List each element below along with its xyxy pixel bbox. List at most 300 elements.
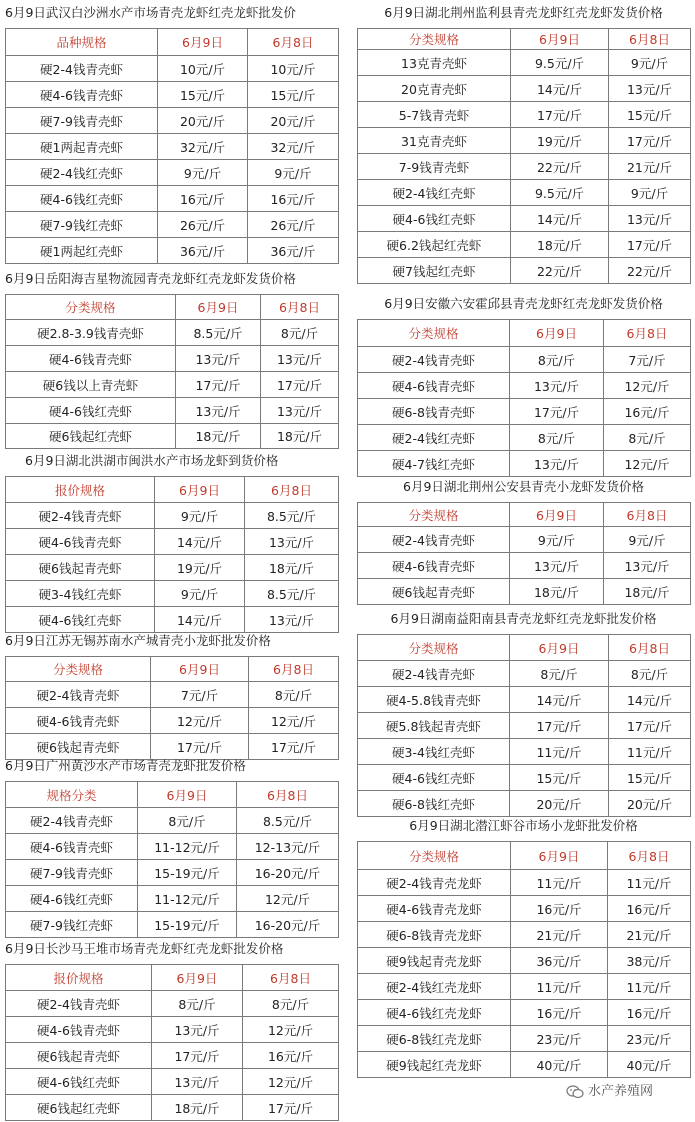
header-cell: 6月9日 [151, 657, 249, 682]
table-row [358, 1026, 691, 1052]
spec-cell: 硬9钱起红壳龙虾 [358, 1052, 511, 1078]
watermark [566, 1080, 686, 1104]
table-row [6, 82, 339, 108]
table-row [6, 1043, 339, 1069]
header-cell: 6月8日 [249, 657, 339, 682]
table-title: 6月9日长沙马王堆市场青壳龙虾红壳龙虾批发价格 [5, 941, 284, 956]
price-cell: 17元/斤 [152, 1043, 243, 1069]
price-cell: 17元/斤 [176, 372, 261, 398]
spec-cell: 硬2-4钱青壳虾 [358, 347, 510, 373]
price-cell: 12元/斤 [604, 373, 691, 399]
header-cell: 6月8日 [609, 635, 691, 661]
price-cell: 16元/斤 [243, 1043, 339, 1069]
watermark-text: 水产养殖网 [588, 1084, 654, 1099]
spec-cell: 硬2-4钱青壳虾 [6, 682, 151, 708]
table-row [358, 579, 691, 605]
header-cell: 分类规格 [358, 320, 510, 347]
price-cell: 16元/斤 [608, 896, 691, 922]
price-cell: 11-12元/斤 [138, 886, 237, 912]
price-cell: 11元/斤 [511, 974, 608, 1000]
table-row [6, 160, 339, 186]
spec-cell: 硬2-4钱青壳虾 [6, 991, 152, 1017]
price-cell: 10元/斤 [158, 56, 248, 82]
price-cell: 11元/斤 [609, 739, 691, 765]
price-cell: 15元/斤 [609, 102, 691, 128]
price-cell: 12元/斤 [249, 708, 339, 734]
price-cell: 26元/斤 [248, 212, 339, 238]
price-cell: 11元/斤 [608, 870, 691, 896]
price-cell: 13元/斤 [245, 529, 339, 555]
price-cell: 18元/斤 [604, 579, 691, 605]
spec-cell: 硬4-6钱红壳虾 [6, 1069, 152, 1095]
price-cell: 17元/斤 [243, 1095, 339, 1121]
spec-cell: 硬6-8钱红壳龙虾 [358, 1026, 511, 1052]
table-row [6, 708, 339, 734]
price-cell: 16元/斤 [608, 1000, 691, 1026]
table-row [358, 425, 691, 451]
price-cell: 22元/斤 [511, 258, 609, 284]
table-row [6, 320, 339, 346]
table-row [6, 424, 339, 449]
table-row [6, 808, 339, 834]
table-title: 6月9日湖南益阳南县青壳龙虾红壳龙虾批发价格 [390, 611, 657, 626]
price-cell: 7元/斤 [151, 682, 249, 708]
table-row [358, 102, 691, 128]
spec-cell: 硬4-6钱红壳虾 [6, 886, 138, 912]
spec-cell: 硬2-4钱红壳虾 [6, 160, 158, 186]
price-cell: 9.5元/斤 [511, 180, 609, 206]
price-cell: 18元/斤 [245, 555, 339, 581]
price-cell: 23元/斤 [511, 1026, 608, 1052]
spec-cell: 硬4-6钱红壳虾 [6, 607, 155, 633]
table-row [6, 186, 339, 212]
table-row [6, 886, 339, 912]
header-cell: 6月9日 [138, 782, 237, 808]
price-cell: 13元/斤 [510, 451, 604, 477]
price-cell: 32元/斤 [248, 134, 339, 160]
table-row [358, 948, 691, 974]
spec-cell: 硬4-7钱红壳虾 [358, 451, 510, 477]
price-cell: 16元/斤 [158, 186, 248, 212]
table-row [6, 555, 339, 581]
table-row [358, 870, 691, 896]
header-cell: 6月9日 [510, 635, 609, 661]
spec-cell: 31克青壳虾 [358, 128, 511, 154]
spec-cell: 硬3-4钱红壳虾 [6, 581, 155, 607]
price-cell: 12元/斤 [151, 708, 249, 734]
table-header-row [6, 965, 339, 991]
table-row [6, 1017, 339, 1043]
price-cell: 11元/斤 [511, 870, 608, 896]
price-cell: 8元/斤 [510, 661, 609, 687]
price-cell: 13元/斤 [510, 373, 604, 399]
price-cell: 9元/斤 [158, 160, 248, 186]
price-cell: 13元/斤 [152, 1017, 243, 1043]
header-cell: 6月9日 [510, 503, 604, 527]
price-cell: 13元/斤 [510, 553, 604, 579]
table-row [6, 238, 339, 264]
price-cell: 14元/斤 [511, 76, 609, 102]
price-cell: 17元/斤 [609, 128, 691, 154]
price-cell: 19元/斤 [155, 555, 245, 581]
price-cell: 15-19元/斤 [138, 860, 237, 886]
price-cell: 36元/斤 [158, 238, 248, 264]
price-cell: 21元/斤 [608, 922, 691, 948]
price-cell: 40元/斤 [511, 1052, 608, 1078]
spec-cell: 硬1两起青壳虾 [6, 134, 158, 160]
table-row [6, 682, 339, 708]
price-cell: 11元/斤 [608, 974, 691, 1000]
table-header-row [358, 29, 691, 50]
spec-cell: 硬4-6钱青壳虾 [6, 346, 176, 372]
price-cell: 13元/斤 [609, 206, 691, 232]
price-cell: 14元/斤 [155, 529, 245, 555]
price-cell: 18元/斤 [152, 1095, 243, 1121]
spec-cell: 硬2-4钱红壳虾 [358, 180, 511, 206]
table-row [358, 347, 691, 373]
spec-cell: 硬2-4钱青壳虾 [358, 661, 510, 687]
price-cell: 36元/斤 [511, 948, 608, 974]
header-cell: 分类规格 [6, 295, 176, 320]
price-cell: 15元/斤 [158, 82, 248, 108]
spec-cell: 硬4-6钱青壳虾 [6, 1017, 152, 1043]
price-cell: 16-20元/斤 [237, 912, 339, 938]
header-cell: 6月8日 [261, 295, 339, 320]
price-cell: 8.5元/斤 [245, 581, 339, 607]
price-table [5, 964, 339, 1121]
header-cell: 6月8日 [237, 782, 339, 808]
spec-cell: 硬6钱起青壳虾 [6, 555, 155, 581]
table-row [6, 860, 339, 886]
price-cell: 9元/斤 [609, 50, 691, 76]
price-cell: 8元/斤 [510, 347, 604, 373]
price-cell: 9元/斤 [604, 527, 691, 553]
price-cell: 20元/斤 [609, 791, 691, 817]
price-cell: 16元/斤 [248, 186, 339, 212]
header-cell: 规格分类 [6, 782, 138, 808]
price-cell: 36元/斤 [248, 238, 339, 264]
table-row [6, 581, 339, 607]
header-cell: 报价规格 [6, 965, 152, 991]
header-cell: 6月8日 [604, 320, 691, 347]
price-cell: 14元/斤 [155, 607, 245, 633]
header-cell: 6月9日 [176, 295, 261, 320]
spec-cell: 硬4-6钱红壳龙虾 [358, 1000, 511, 1026]
spec-cell: 硬4-6钱红壳虾 [6, 186, 158, 212]
header-cell: 6月9日 [158, 29, 248, 56]
price-cell: 8元/斤 [152, 991, 243, 1017]
table-header-row [358, 635, 691, 661]
spec-cell: 硬6钱起青壳虾 [358, 579, 510, 605]
spec-cell: 13克青壳虾 [358, 50, 511, 76]
table-row [358, 922, 691, 948]
price-cell: 8元/斤 [138, 808, 237, 834]
spec-cell: 硬5.8钱起青壳虾 [358, 713, 510, 739]
header-cell: 6月8日 [243, 965, 339, 991]
price-cell: 20元/斤 [158, 108, 248, 134]
spec-cell: 硬4-6钱青壳虾 [6, 529, 155, 555]
table-title: 6月9日岳阳海吉星物流园青壳龙虾红壳龙虾发货价格 [5, 271, 296, 286]
table-row [6, 56, 339, 82]
table-title: 6月9日湖北潜江虾谷市场小龙虾批发价格 [409, 818, 638, 833]
table-row [358, 1052, 691, 1078]
spec-cell: 硬4-5.8钱青壳虾 [358, 687, 510, 713]
table-title: 6月9日江苏无锡苏南水产城青壳小龙虾批发价格 [5, 633, 271, 648]
price-cell: 15元/斤 [510, 765, 609, 791]
price-cell: 13元/斤 [176, 398, 261, 424]
price-cell: 13元/斤 [152, 1069, 243, 1095]
table-row [6, 398, 339, 424]
table-title: 6月9日湖北荆州监利县青壳龙虾红壳龙虾发货价格 [384, 5, 663, 20]
price-cell: 9元/斤 [155, 581, 245, 607]
table-header-row [6, 657, 339, 682]
price-cell: 17元/斤 [609, 232, 691, 258]
spec-cell: 硬1两起红壳虾 [6, 238, 158, 264]
spec-cell: 硬6钱起青壳虾 [6, 1043, 152, 1069]
header-cell: 6月9日 [510, 320, 604, 347]
price-cell: 17元/斤 [249, 734, 339, 760]
price-cell: 8元/斤 [609, 661, 691, 687]
header-cell: 6月8日 [609, 29, 691, 50]
table-row [358, 713, 691, 739]
table-row [358, 373, 691, 399]
price-cell: 9元/斤 [510, 527, 604, 553]
price-cell: 8.5元/斤 [237, 808, 339, 834]
price-cell: 32元/斤 [158, 134, 248, 160]
table-row [358, 791, 691, 817]
table-row [358, 1000, 691, 1026]
table-row [358, 128, 691, 154]
price-cell: 9.5元/斤 [511, 50, 609, 76]
spec-cell: 硬7-9钱青壳虾 [6, 108, 158, 134]
price-table [357, 502, 691, 605]
table-row [358, 974, 691, 1000]
header-cell: 品种规格 [6, 29, 158, 56]
table-row [358, 451, 691, 477]
spec-cell: 硬4-6钱青壳龙虾 [358, 896, 511, 922]
price-cell: 20元/斤 [248, 108, 339, 134]
table-header-row [6, 477, 339, 503]
table-row [6, 834, 339, 860]
table-row [358, 687, 691, 713]
price-table [5, 294, 339, 449]
price-cell: 8元/斤 [261, 320, 339, 346]
spec-cell: 硬2-4钱青壳龙虾 [358, 870, 511, 896]
price-cell: 8.5元/斤 [176, 320, 261, 346]
spec-cell: 硬2-4钱红壳龙虾 [358, 974, 511, 1000]
header-cell: 分类规格 [358, 503, 510, 527]
price-cell: 18元/斤 [176, 424, 261, 449]
table-header-row [6, 29, 339, 56]
price-cell: 16-20元/斤 [237, 860, 339, 886]
price-cell: 9元/斤 [609, 180, 691, 206]
table-row [358, 50, 691, 76]
price-cell: 17元/斤 [151, 734, 249, 760]
price-cell: 13元/斤 [609, 76, 691, 102]
table-header-row [358, 320, 691, 347]
spec-cell: 硬7-9钱青壳虾 [6, 860, 138, 886]
header-cell: 分类规格 [358, 635, 510, 661]
table-title: 6月9日湖北荆州公安县青壳小龙虾发货价格 [403, 479, 644, 494]
price-cell: 8.5元/斤 [245, 503, 339, 529]
spec-cell: 硬6钱起红壳虾 [6, 1095, 152, 1121]
table-row [358, 527, 691, 553]
table-row [6, 1069, 339, 1095]
spec-cell: 硬6-8钱青壳龙虾 [358, 922, 511, 948]
table-row [358, 232, 691, 258]
spec-cell: 硬2-4钱青壳虾 [358, 527, 510, 553]
table-row [6, 1095, 339, 1121]
table-title: 6月9日武汉白沙洲水产市场青壳龙虾红壳龙虾批发价 [5, 5, 296, 20]
spec-cell: 硬6钱以上青壳虾 [6, 372, 176, 398]
table-row [6, 529, 339, 555]
table-row [358, 399, 691, 425]
price-cell: 12元/斤 [243, 1017, 339, 1043]
table-header-row [358, 503, 691, 527]
price-cell: 13元/斤 [176, 346, 261, 372]
price-cell: 11-12元/斤 [138, 834, 237, 860]
price-cell: 10元/斤 [248, 56, 339, 82]
table-row [6, 991, 339, 1017]
price-cell: 17元/斤 [510, 713, 609, 739]
price-cell: 21元/斤 [511, 922, 608, 948]
spec-cell: 硬9钱起青壳龙虾 [358, 948, 511, 974]
price-cell: 14元/斤 [609, 687, 691, 713]
price-cell: 13元/斤 [604, 553, 691, 579]
price-cell: 22元/斤 [609, 258, 691, 284]
price-cell: 8元/斤 [249, 682, 339, 708]
price-cell: 14元/斤 [511, 206, 609, 232]
price-cell: 13元/斤 [245, 607, 339, 633]
table-title: 6月9日广州黄沙水产市场青壳龙虾批发价格 [5, 758, 246, 773]
price-table [357, 28, 691, 284]
spec-cell: 硬6-8钱青壳虾 [358, 399, 510, 425]
spec-cell: 硬4-6钱青壳虾 [6, 708, 151, 734]
price-cell: 16元/斤 [604, 399, 691, 425]
spec-cell: 硬2-4钱青壳虾 [6, 56, 158, 82]
price-cell: 23元/斤 [608, 1026, 691, 1052]
header-cell: 报价规格 [6, 477, 155, 503]
table-row [358, 553, 691, 579]
spec-cell: 硬4-6钱青壳虾 [6, 82, 158, 108]
table-row [358, 258, 691, 284]
header-cell: 分类规格 [6, 657, 151, 682]
spec-cell: 7-9钱青壳虾 [358, 154, 511, 180]
header-cell: 分类规格 [358, 842, 511, 870]
spec-cell: 硬6钱起红壳虾 [6, 424, 176, 449]
price-cell: 13元/斤 [261, 398, 339, 424]
spec-cell: 硬4-6钱红壳虾 [358, 206, 511, 232]
table-row [6, 346, 339, 372]
table-title: 6月9日湖北洪湖市闽洪水产市场龙虾到货价格 [25, 453, 279, 468]
spec-cell: 硬4-6钱青壳虾 [6, 834, 138, 860]
header-cell: 6月8日 [245, 477, 339, 503]
price-cell: 17元/斤 [261, 372, 339, 398]
header-cell: 6月9日 [155, 477, 245, 503]
price-cell: 11元/斤 [510, 739, 609, 765]
price-table [5, 656, 339, 760]
price-cell: 17元/斤 [510, 399, 604, 425]
price-cell: 19元/斤 [511, 128, 609, 154]
table-header-row [6, 295, 339, 320]
price-cell: 20元/斤 [510, 791, 609, 817]
price-table [5, 781, 339, 938]
spec-cell: 硬4-6钱青壳虾 [358, 553, 510, 579]
spec-cell: 硬7-9钱红壳虾 [6, 212, 158, 238]
table-header-row [358, 842, 691, 870]
spec-cell: 20克青壳虾 [358, 76, 511, 102]
price-cell: 16元/斤 [511, 1000, 608, 1026]
table-row [358, 206, 691, 232]
spec-cell: 5-7钱青壳虾 [358, 102, 511, 128]
table-title: 6月9日安徽六安霍邱县青壳龙虾红壳龙虾发货价格 [384, 296, 663, 311]
price-cell: 15元/斤 [248, 82, 339, 108]
table-row [358, 180, 691, 206]
table-row [6, 503, 339, 529]
spec-cell: 硬4-6钱青壳虾 [358, 373, 510, 399]
table-row [358, 739, 691, 765]
price-cell: 12元/斤 [604, 451, 691, 477]
price-cell: 9元/斤 [155, 503, 245, 529]
price-table [357, 841, 691, 1078]
price-cell: 8元/斤 [510, 425, 604, 451]
price-cell: 17元/斤 [511, 102, 609, 128]
spec-cell: 硬4-6钱红壳虾 [358, 765, 510, 791]
table-row [6, 212, 339, 238]
table-row [6, 108, 339, 134]
price-cell: 15元/斤 [609, 765, 691, 791]
table-row [358, 896, 691, 922]
spec-cell: 硬7钱起红壳虾 [358, 258, 511, 284]
spec-cell: 硬6-8钱红壳虾 [358, 791, 510, 817]
table-row [6, 912, 339, 938]
price-cell: 12元/斤 [237, 886, 339, 912]
spec-cell: 硬2-4钱红壳虾 [358, 425, 510, 451]
spec-cell: 硬3-4钱红壳虾 [358, 739, 510, 765]
table-row [6, 372, 339, 398]
price-table [357, 319, 691, 477]
price-cell: 26元/斤 [158, 212, 248, 238]
price-cell: 14元/斤 [510, 687, 609, 713]
header-cell: 6月8日 [248, 29, 339, 56]
price-cell: 9元/斤 [248, 160, 339, 186]
price-cell: 18元/斤 [261, 424, 339, 449]
price-cell: 8元/斤 [604, 425, 691, 451]
price-cell: 12-13元/斤 [237, 834, 339, 860]
price-cell: 13元/斤 [261, 346, 339, 372]
price-cell: 40元/斤 [608, 1052, 691, 1078]
price-table [5, 476, 339, 633]
table-row [358, 154, 691, 180]
table-row [358, 661, 691, 687]
price-cell: 17元/斤 [609, 713, 691, 739]
price-cell: 21元/斤 [609, 154, 691, 180]
spec-cell: 硬2-4钱青壳虾 [6, 808, 138, 834]
table-header-row [6, 782, 339, 808]
price-cell: 38元/斤 [608, 948, 691, 974]
table-row [358, 765, 691, 791]
header-cell: 分类规格 [358, 29, 511, 50]
price-cell: 16元/斤 [511, 896, 608, 922]
price-cell: 22元/斤 [511, 154, 609, 180]
table-row [358, 76, 691, 102]
price-cell: 12元/斤 [243, 1069, 339, 1095]
price-cell: 18元/斤 [510, 579, 604, 605]
price-cell: 7元/斤 [604, 347, 691, 373]
price-cell: 18元/斤 [511, 232, 609, 258]
header-cell: 6月9日 [511, 842, 608, 870]
price-cell: 8元/斤 [243, 991, 339, 1017]
